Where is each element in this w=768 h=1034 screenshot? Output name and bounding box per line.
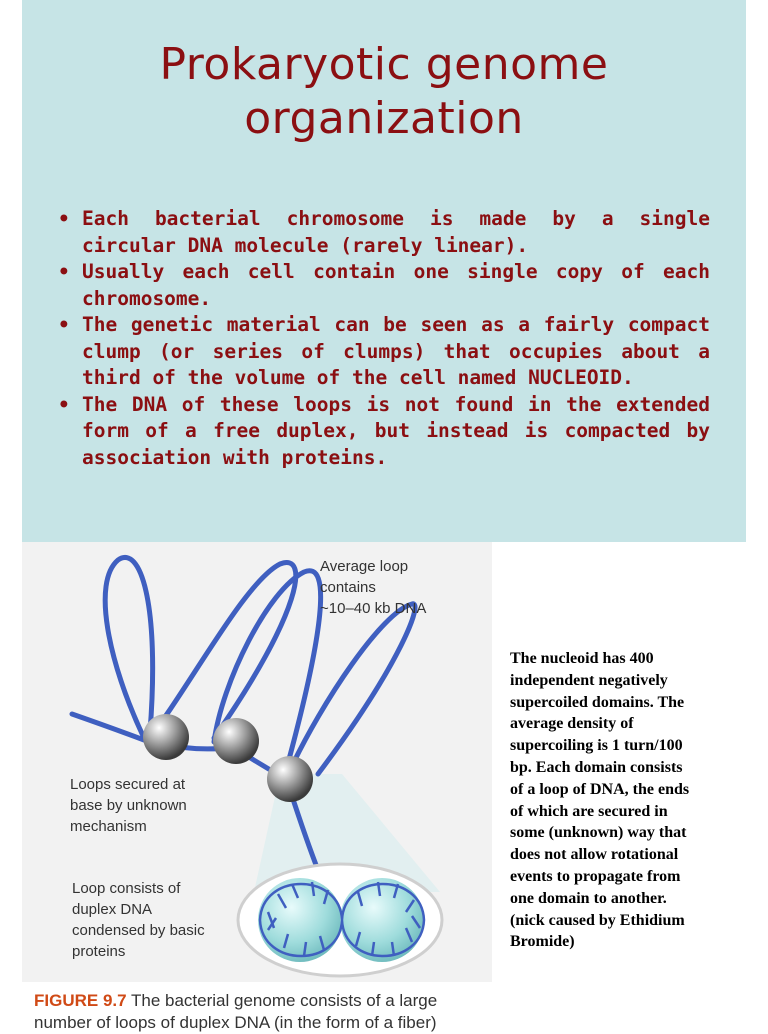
- bullet-dot: •: [58, 392, 70, 416]
- note-line: of which are secured in: [510, 802, 668, 820]
- note-line: bp. Each domain consists: [510, 758, 683, 776]
- protein-bead: [267, 756, 313, 802]
- bullet-item: [58, 206, 710, 259]
- note-line: one domain to another.: [510, 889, 667, 907]
- label-line: Average loop: [320, 558, 409, 575]
- note-line: does not allow rotational: [510, 846, 679, 864]
- slide-title: [22, 38, 746, 146]
- slide-panel: [22, 0, 746, 542]
- bullet-text: The DNA of these loops is not found in the extended form of a free duplex, but instead is compacted by association with proteins.: [82, 392, 710, 469]
- bullet-text: Usually each cell contain one single copy of each chromosome.: [82, 260, 710, 310]
- note-line: The nucleoid has 400: [510, 650, 654, 667]
- note-line: average density of: [510, 715, 634, 733]
- label-line: condensed by basic: [72, 922, 205, 939]
- title-line: Prokaryotic genome: [159, 39, 609, 90]
- label-line: Loop consists of: [72, 880, 181, 897]
- label-line: contains: [320, 579, 376, 596]
- bullet-dot: •: [58, 207, 70, 230]
- caption-text-line-2: number of loops of duplex DNA (in the form of a fiber): [34, 1013, 437, 1032]
- bullet-item: [58, 312, 710, 392]
- note-line: some (unknown) way that: [510, 824, 687, 842]
- label-average-loop: [320, 556, 426, 619]
- figure-panel: [22, 542, 492, 1032]
- caption-text: The bacterial genome consists of a large: [126, 991, 438, 1010]
- label-loop-consists: [72, 878, 205, 962]
- bullet-dot: •: [58, 313, 70, 336]
- side-note: [510, 648, 762, 953]
- loop-1: [105, 557, 152, 738]
- label-line: ~10–40 kb DNA: [320, 600, 427, 617]
- figure-caption: [34, 990, 514, 1034]
- bullet-item: [58, 392, 710, 472]
- label-line: mechanism: [70, 818, 147, 835]
- label-loops-secured: [70, 774, 187, 837]
- note-line: Bromide): [510, 933, 575, 951]
- note-line: supercoiling is 1 turn/100: [510, 737, 683, 755]
- protein-bead: [143, 714, 189, 760]
- protein-bead: [213, 718, 259, 764]
- note-line: (nick caused by Ethidium: [510, 911, 685, 929]
- bullet-text: The genetic material can be seen as a fairly compact clump (or series of clumps) that occupies about a third of the volume of the cell named NUCLEOID.: [82, 313, 710, 389]
- note-line: of a loop of DNA, the ends: [510, 780, 690, 798]
- label-line: duplex DNA: [72, 901, 153, 918]
- label-line: Loops secured at: [70, 776, 186, 793]
- figure-number: FIGURE 9.7: [34, 991, 127, 1010]
- label-line: proteins: [72, 943, 126, 960]
- note-line: independent negatively: [510, 671, 668, 689]
- label-line: base by unknown: [70, 797, 187, 814]
- title-line: organization: [244, 93, 524, 144]
- note-line: events to propagate from: [510, 867, 681, 885]
- bullet-list: [58, 206, 710, 471]
- bullet-item: [58, 259, 710, 312]
- figure-illustration: [22, 542, 492, 982]
- condensed-protein-ball: [340, 878, 424, 962]
- bullet-dot: •: [58, 260, 70, 283]
- bullet-text: Each bacterial chromosome is made by a single circular DNA molecule (rarely linear).: [82, 207, 710, 257]
- note-line: supercoiled domains. The: [510, 693, 685, 711]
